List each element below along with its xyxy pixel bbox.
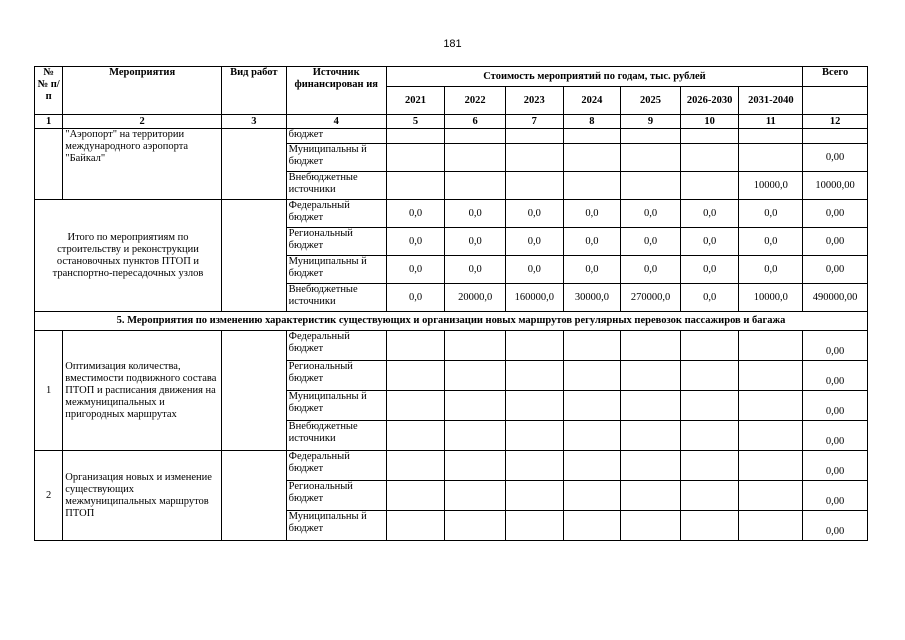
cost-cell — [680, 421, 739, 451]
column-number: 7 — [506, 115, 564, 129]
cost-cell — [563, 421, 621, 451]
cost-cell — [621, 129, 681, 144]
cost-cell: 0,0 — [739, 256, 803, 284]
cost-cell — [739, 129, 803, 144]
cost-cell — [445, 144, 506, 172]
cost-cell — [680, 144, 739, 172]
cost-cell — [563, 391, 621, 421]
funding-source: Внебюджетные источники — [286, 284, 386, 312]
total-cell: 0,00 — [803, 421, 868, 451]
cost-cell: 0,0 — [563, 228, 621, 256]
header-total-blank — [803, 87, 868, 115]
cost-cell — [621, 511, 681, 541]
page-number: 181 — [443, 38, 462, 50]
column-number: 1 — [35, 115, 63, 129]
header-year: 2025 — [621, 87, 681, 115]
cost-cell: 0,0 — [506, 200, 564, 228]
row-index: 1 — [35, 331, 63, 451]
cost-cell: 0,0 — [445, 256, 506, 284]
total-cell — [803, 129, 868, 144]
column-number: 4 — [286, 115, 386, 129]
funding-source: Региональный бюджет — [286, 228, 386, 256]
cost-cell: 0,0 — [563, 200, 621, 228]
cost-cell — [445, 129, 506, 144]
total-cell: 0,00 — [803, 228, 868, 256]
cost-cell: 0,0 — [386, 200, 445, 228]
cost-cell — [386, 481, 445, 511]
column-number: 10 — [680, 115, 739, 129]
cost-cell — [621, 361, 681, 391]
cost-cell — [445, 511, 506, 541]
cost-cell: 0,0 — [739, 200, 803, 228]
cost-cell — [739, 391, 803, 421]
cost-cell — [386, 451, 445, 481]
header-year: 2031-2040 — [739, 87, 803, 115]
cost-cell: 0,0 — [386, 256, 445, 284]
funding-source: Федеральный бюджет — [286, 451, 386, 481]
total-cell: 0,00 — [803, 451, 868, 481]
cost-cell — [445, 481, 506, 511]
cost-cell — [445, 331, 506, 361]
header-year: 2023 — [506, 87, 564, 115]
cost-cell — [506, 172, 564, 200]
cost-cell: 0,0 — [445, 228, 506, 256]
column-number: 6 — [445, 115, 506, 129]
total-cell: 0,00 — [803, 331, 868, 361]
funding-source: Внебюджетные источники — [286, 421, 386, 451]
total-cell: 490000,00 — [803, 284, 868, 312]
section-title: 5. Мероприятия по изменению характеристик существующих и организации новых маршрутов регулярных перевозок пассажиров и багажа — [35, 312, 868, 331]
cost-cell — [445, 451, 506, 481]
measure-name: Организация новых и изменение существующих межмуниципальных маршрутов ПТОП — [63, 451, 222, 541]
cost-cell — [680, 451, 739, 481]
cost-cell — [621, 172, 681, 200]
header-source: Источник финансирован ия — [286, 67, 386, 115]
cost-cell — [563, 361, 621, 391]
funding-source: Муниципальны й бюджет — [286, 391, 386, 421]
cost-cell: 0,0 — [621, 200, 681, 228]
cost-cell — [506, 391, 564, 421]
cost-cell: 0,0 — [563, 256, 621, 284]
cost-cell — [386, 172, 445, 200]
table-row — [35, 451, 868, 481]
cost-cell: 0,0 — [680, 228, 739, 256]
column-number: 11 — [739, 115, 803, 129]
total-cell: 0,00 — [803, 200, 868, 228]
column-number: 8 — [563, 115, 621, 129]
work-type — [221, 451, 286, 541]
total-cell: 0,00 — [803, 481, 868, 511]
cost-cell — [621, 451, 681, 481]
cost-cell — [386, 144, 445, 172]
header-year: 2026-2030 — [680, 87, 739, 115]
total-cell: 0,00 — [803, 391, 868, 421]
cost-cell — [680, 129, 739, 144]
cost-cell — [621, 331, 681, 361]
cost-cell — [563, 451, 621, 481]
cost-cell: 0,0 — [386, 228, 445, 256]
total-cell: 0,00 — [803, 256, 868, 284]
funding-source: Региональный бюджет — [286, 481, 386, 511]
cost-cell — [680, 172, 739, 200]
cost-cell — [506, 421, 564, 451]
column-number: 2 — [63, 115, 222, 129]
cost-cell — [506, 331, 564, 361]
column-number: 5 — [386, 115, 445, 129]
cost-cell — [386, 361, 445, 391]
work-type — [221, 200, 286, 312]
cost-cell — [563, 172, 621, 200]
row-index — [35, 129, 63, 200]
column-number: 3 — [221, 115, 286, 129]
measure-name: "Аэропорт" на территории международного аэропорта "Байкал" — [63, 129, 222, 200]
cost-cell — [680, 361, 739, 391]
table-row — [35, 331, 868, 361]
header-year: 2024 — [563, 87, 621, 115]
cost-cell — [563, 144, 621, 172]
cost-cell: 10000,0 — [739, 172, 803, 200]
cost-cell: 0,0 — [739, 228, 803, 256]
cost-cell: 0,0 — [680, 256, 739, 284]
total-cell: 0,00 — [803, 361, 868, 391]
total-cell: 0,00 — [803, 144, 868, 172]
cost-cell — [506, 511, 564, 541]
cost-cell — [680, 481, 739, 511]
table-row — [35, 129, 868, 144]
funding-source: Федеральный бюджет — [286, 200, 386, 228]
cost-cell — [739, 481, 803, 511]
cost-cell — [621, 481, 681, 511]
funding-source: Муниципальны й бюджет — [286, 144, 386, 172]
cost-cell — [386, 129, 445, 144]
cost-cell: 0,0 — [386, 284, 445, 312]
header-year: 2021 — [386, 87, 445, 115]
work-type — [221, 129, 286, 200]
cost-cell — [739, 331, 803, 361]
section-row — [35, 312, 868, 331]
cost-cell — [680, 511, 739, 541]
cost-cell — [445, 172, 506, 200]
cost-cell — [386, 511, 445, 541]
funding-source: Муниципальны й бюджет — [286, 511, 386, 541]
cost-cell — [445, 391, 506, 421]
cost-cell — [621, 421, 681, 451]
funding-source: Муниципальны й бюджет — [286, 256, 386, 284]
header-total: Всего — [803, 67, 868, 87]
header-measure: Мероприятия — [63, 67, 222, 115]
work-type — [221, 331, 286, 451]
cost-cell: 0,0 — [621, 256, 681, 284]
cost-cell: 10000,0 — [739, 284, 803, 312]
column-number: 12 — [803, 115, 868, 129]
cost-cell: 20000,0 — [445, 284, 506, 312]
cost-cell — [445, 421, 506, 451]
cost-cell — [506, 361, 564, 391]
cost-cell — [680, 331, 739, 361]
cost-cell: 0,0 — [445, 200, 506, 228]
cost-cell: 0,0 — [506, 256, 564, 284]
column-number-row — [35, 115, 868, 129]
funding-source: бюджет — [286, 129, 386, 144]
total-cell: 0,00 — [803, 511, 868, 541]
cost-cell: 0,0 — [506, 228, 564, 256]
cost-cell — [506, 129, 564, 144]
cost-cell — [386, 421, 445, 451]
cost-cell — [739, 451, 803, 481]
cost-cell: 0,0 — [621, 228, 681, 256]
cost-cell — [563, 129, 621, 144]
funding-source: Региональный бюджет — [286, 361, 386, 391]
cost-cell — [506, 451, 564, 481]
header-year: 2022 — [445, 87, 506, 115]
funding-source: Федеральный бюджет — [286, 331, 386, 361]
cost-cell: 160000,0 — [506, 284, 564, 312]
cost-cell — [386, 331, 445, 361]
measure-name: Оптимизация количества, вместимости подвижного состава ПТОП и расписания движения на межмуниципальных и пригородных маршрутах — [63, 331, 222, 451]
cost-cell — [739, 361, 803, 391]
cost-cell: 270000,0 — [621, 284, 681, 312]
header-type: Вид работ — [221, 67, 286, 115]
cost-cell — [680, 391, 739, 421]
cost-cell — [621, 144, 681, 172]
cost-cell — [739, 421, 803, 451]
header-num: № № п/п — [35, 67, 63, 115]
cost-cell: 0,0 — [680, 200, 739, 228]
budget-table — [34, 66, 868, 541]
cost-cell: 30000,0 — [563, 284, 621, 312]
cost-cell — [445, 361, 506, 391]
cost-cell — [563, 331, 621, 361]
total-cell: 10000,00 — [803, 172, 868, 200]
table-row — [35, 200, 868, 228]
cost-cell — [739, 511, 803, 541]
funding-source: Внебюджетные источники — [286, 172, 386, 200]
cost-cell — [506, 481, 564, 511]
cost-cell — [386, 391, 445, 421]
row-index: 2 — [35, 451, 63, 541]
itogo-label: Итого по мероприятиям по строительству и реконструкции остановочных пунктов ПТОП и транспортно-пересадочных узлов — [35, 200, 222, 312]
cost-cell — [739, 144, 803, 172]
header-cost-group: Стоимость мероприятий по годам, тыс. рублей — [386, 67, 802, 87]
cost-cell: 0,0 — [680, 284, 739, 312]
cost-cell — [563, 481, 621, 511]
cost-cell — [621, 391, 681, 421]
cost-cell — [563, 511, 621, 541]
column-number: 9 — [621, 115, 681, 129]
cost-cell — [506, 144, 564, 172]
